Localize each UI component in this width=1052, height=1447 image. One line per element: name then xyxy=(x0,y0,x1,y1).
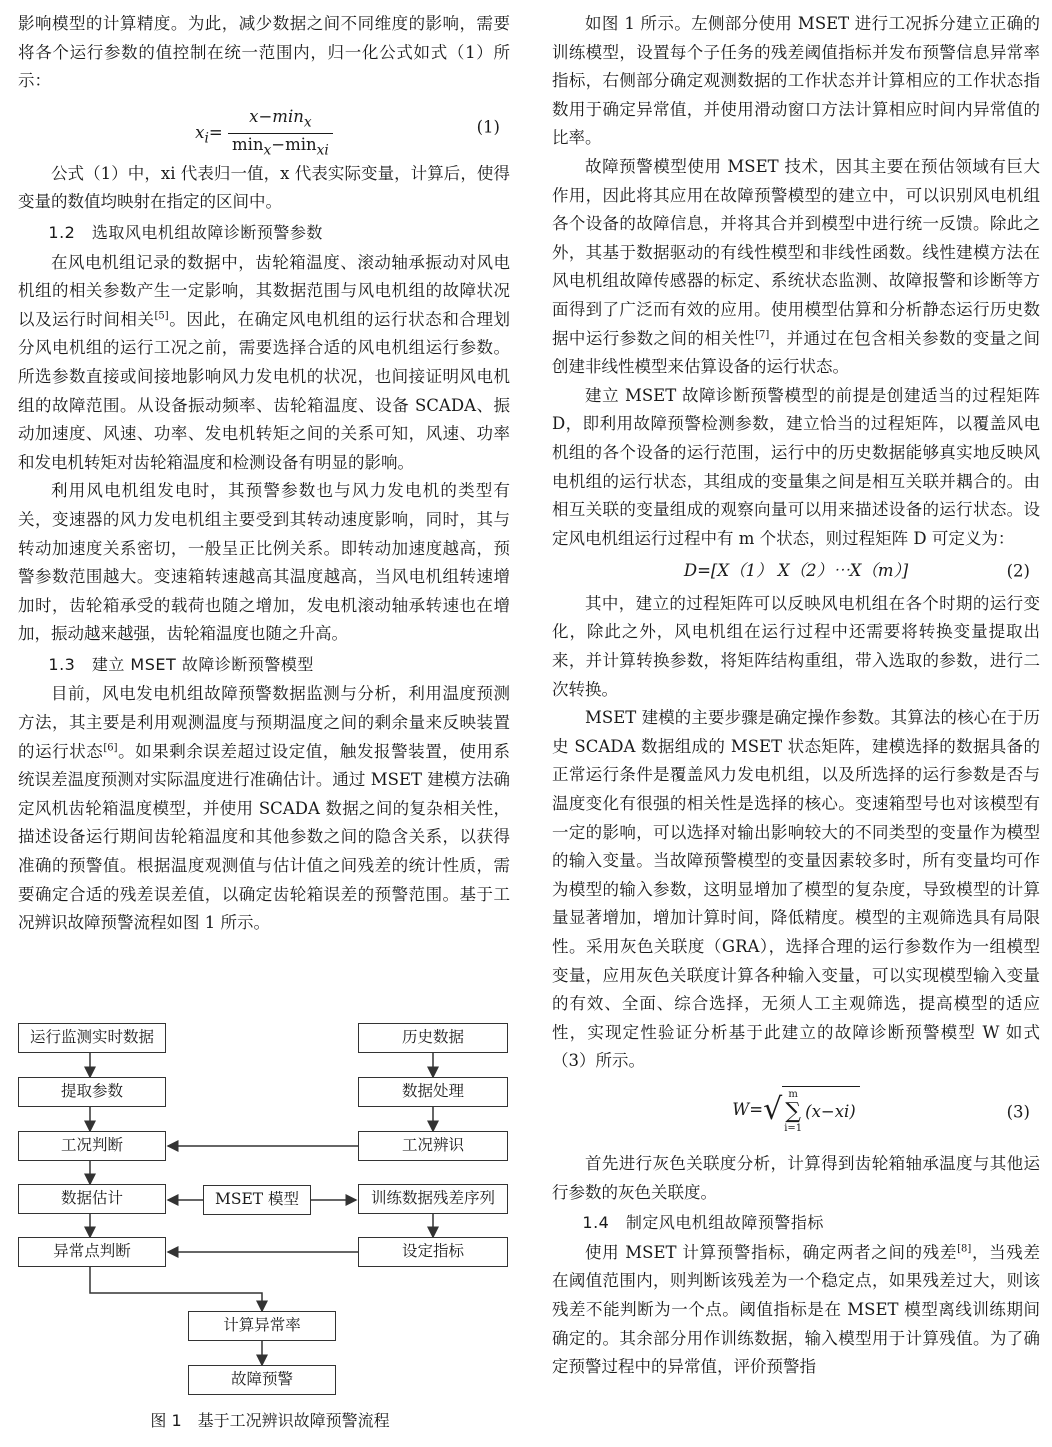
eq1-lhs-sub: i xyxy=(204,129,209,146)
flow-box-condition-identify: 工况辨识 xyxy=(358,1131,508,1161)
section-heading-1-4: 1.4 制定风电机组故障预警指标 xyxy=(582,1213,824,1233)
paragraph-text: ，并通过在包含相关参数的变量之间创建非线性模型来估算设备的运行状态。 xyxy=(552,328,1041,377)
paragraph xyxy=(18,680,510,937)
paragraph xyxy=(552,1239,1040,1382)
paragraph: 首先进行灰色关联度分析，计算得到齿轮箱轴承温度与其他运行参数的灰色关联度。 xyxy=(552,1153,1040,1202)
paragraph-text: 目前，风电发电机组故障预警数据监测与分析，利用温度预测方法，其主要是利用观测温度与预期温度之间的剩余量来反映装置的运行状态 xyxy=(18,684,510,761)
flow-box-data-estimate: 数据估计 xyxy=(18,1184,166,1214)
flow-box-realtime-data: 运行监测实时数据 xyxy=(18,1023,166,1053)
eq1-numerator: x−min xyxy=(249,106,304,126)
paragraph: 公式（1）中，xi 代表归一值，x 代表实际变量，计算后，使得变量的数值均映射在指定的区间中。 xyxy=(18,163,510,212)
citation-7[interactable]: [7] xyxy=(755,329,770,341)
sum-symbol: m ∑ i=1 xyxy=(784,1088,803,1134)
equation-3 xyxy=(552,1080,1040,1146)
eq1-fraction xyxy=(228,106,333,162)
flow-box-mset-model: MSET 模型 xyxy=(203,1185,311,1215)
paragraph: 建立 MSET 故障诊断预警模型的前提是创建适当的过程矩阵 D，即利用故障预警检测参数，建立恰当的过程矩阵，以覆盖风电机组的各个设备的运行范围，运行中的历史数据能够真实地反映风电机组的运行状态，其组成的变量集之间是相互关联并耦合的。由相互关联的变量组成的观察向量可以用来描述设备的运行状态。设定风电机组运行过程中有 m 个状态，则过程矩阵 D 可定义为： xyxy=(552,385,1040,548)
eq1-denominator-a: min xyxy=(231,135,264,155)
eq2-body: D=[X（1） X（2）⋯X（m）] xyxy=(683,561,909,581)
flow-box-residual-sequence: 训练数据残差序列 xyxy=(358,1184,508,1214)
flow-box-set-index: 设定指标 xyxy=(358,1237,508,1267)
left-column xyxy=(18,10,510,938)
flow-box-anomaly-judge: 异常点判断 xyxy=(18,1237,166,1267)
paragraph: 影响模型的计算精度。为此，减少数据之间不同维度的影响，需要将各个运行参数的值控制在统一范围内，归一化公式如式（1）所示： xyxy=(18,14,510,91)
citation-8[interactable]: [8] xyxy=(957,1243,972,1255)
sum-upper: m xyxy=(788,1088,798,1100)
equation-number: (1) xyxy=(476,117,500,137)
equation-number: (2) xyxy=(1006,561,1030,581)
figure-1-flowchart xyxy=(0,1015,540,1445)
sum-lower: i=1 xyxy=(784,1122,803,1134)
paragraph: 利用风电机组发电时，其预警参数也与风力发电机的类型有关，变速器的风力发电机组主要受到其转动速度影响，同时，其与转动加速度关系密切，一般呈正比例关系。即转动加速度越高，预警参数范围越大。变速箱转速越高其温度越高，当风电机组转速增加时，齿轮箱承受的载荷也随之增加，发电机滚动轴承转速也在增加，振动越来越强，齿轮箱温度也随之升高。 xyxy=(18,481,510,644)
eq1-lhs: x xyxy=(195,122,205,142)
flow-box-fault-warning: 故障预警 xyxy=(188,1365,336,1395)
eq3-lhs: W= xyxy=(732,1100,764,1120)
paragraph: MSET 建模的主要步骤是确定操作参数。其算法的核心在于历史 SCADA 数据组成的 MSET 状态矩阵，建模选择的数据具备的正常运行条件是覆盖风力发电机组，以及所选择的运行参数是否与温度变化有很强的相关性是选择的核心。变速箱型号也对该模型有一定的影响，可以选择对输出影响较大的不同类型的变量作为模型的输入变量。当故障预警模型的变量因素较多时，所有变量均可作为模型的输入参数，这明显增加了模型的复杂度，导致模型的计算量显著增加，增加计算时间，降低精度。模型的主观筛选具有局限性。采用灰色关联度（GRA），选择合理的运行参数作为一组模型变量，应用灰色关联度计算各种输入变量，可以实现模型输入变量的有效、全面、综合选择，无须人工主观筛选，提高模型的适应性，实现定性验证分析基于此建立的故障诊断预警模型 W 如式（3）所示。 xyxy=(552,708,1040,1071)
paragraph-text: 。因此，在确定风电机组的运行状态和合理划分风电机组的运行工况之前，需要选择合适的风电机组运行参数。所选参数直接或间接地影响风力发电机的状况，也间接证明风电机组的故障范围。从设备振动频率、齿轮箱温度、设备 SCADA、振动加速度、风速、功率、发电机转矩之间的关系可知，风速、功率和发电机转矩对齿轮箱温度和检测设备有明显的影响。 xyxy=(18,309,511,472)
eq1-denominator-b-sub: xi xyxy=(316,142,329,159)
equation-1: $x_i=$ $\frac{x-\min_x}{\min_x-\min_{xi}}$ (1) xyxy=(18,100,510,156)
flow-box-history-data: 历史数据 xyxy=(358,1023,508,1053)
figure-caption: 图 1 基于工况辨识故障预警流程 xyxy=(150,1411,390,1430)
paragraph-text: 使用 MSET 计算预警指标，确定两者之间的残差 xyxy=(585,1242,958,1262)
paragraph-text: 故障预警模型使用 MSET 技术，因其主要在预估领域有巨大作用，因此将其应用在故障预警模型的建立中，可以识别风电机组各个设备的故障信息，并将其合并到模型中进行统一反馈。除此之外，其基于数据驱动的有线性模型和非线性函数。线性建模方法在风电机组故障传感器的标定、系统状态监测、故障报警和诊断等方面得到了广泛而有效的应用。使用模型估算和分析静态运行历史数据中运行参数之间的相关性 xyxy=(552,156,1040,348)
eq1-denominator-b: −min xyxy=(271,135,317,155)
equation-number: (3) xyxy=(1006,1102,1030,1122)
paragraph: 其中，建立的过程矩阵可以反映风电机组在各个时期的运行变化，除此之外，风电机组在运行过程中还需要将转换变量提取出来，并计算转换参数，将矩阵结构重组，带入选取的参数，进行二次转换。 xyxy=(552,593,1040,699)
eq1-numerator-sub: x xyxy=(303,114,312,131)
paragraph-text: 。如果剩余误差超过设定值，触发报警装置，使用系统误差温度预测对实际温度进行准确估计。通过 MSET 建模方法确定风机齿轮箱温度模型，并使用 SCADA 数据之间的复杂相关性，描述设备运行期间齿轮箱温度和其他参数之间的隐含关系，以获得准确的预警值。根据温度观测值与估计值之间残差的统计性质，需要确定合适的残差误差值，以确定齿轮箱误差的预警范围。基于工况辨识故障预警流程如图 1 所示。 xyxy=(18,741,511,933)
paragraph-text: 在风电机组记录的数据中，齿轮箱温度、滚动轴承振动对风电机组的相关参数产生一定影响，其数据范围与风电机组的故障状况以及运行时间相关 xyxy=(18,252,510,329)
paragraph: 如图 1 所示。左侧部分使用 MSET 进行工况拆分建立正确的训练模型，设置每个子任务的残差阈值指标并发布预警信息异常率指标，右侧部分确定观测数据的工作状态并计算相应的工作状态指数用于确定异常值，并使用滑动窗口方法计算相应时间内异常值的比率。 xyxy=(552,14,1040,148)
equation-2 xyxy=(552,557,1040,586)
flow-box-extract-params: 提取参数 xyxy=(18,1077,166,1107)
eq1-denominator-a-sub: x xyxy=(263,142,272,159)
right-column xyxy=(552,10,1040,1382)
sqrt-symbol: √ xyxy=(763,1092,783,1128)
flow-box-data-processing: 数据处理 xyxy=(358,1077,508,1107)
flow-box-calc-anomaly-rate: 计算异常率 xyxy=(188,1311,336,1341)
section-heading-1-3: 1.3 建立 MSET 故障诊断预警模型 xyxy=(48,654,314,674)
section-heading-1-2: 1.2 选取风电机组故障诊断预警参数 xyxy=(48,222,323,242)
citation-6[interactable]: [6] xyxy=(103,742,118,754)
citation-5[interactable]: [5] xyxy=(154,310,169,322)
paragraph xyxy=(552,153,1040,382)
eq3-body: (x−xi) xyxy=(805,1101,856,1121)
paragraph-text: ，当残差在阈值范围内，则判断该残差为一个稳定点，如果残差过大，则该残差不能判断为一个点。阈值指标是在 MSET 模型离线训练期间确定的。其余部分用作训练数据，输入模型用于计算残值。为了确定预警过程中的异常值，评价预警指 xyxy=(552,1242,1040,1377)
paragraph xyxy=(18,249,510,478)
flow-box-condition-judge: 工况判断 xyxy=(18,1131,166,1161)
